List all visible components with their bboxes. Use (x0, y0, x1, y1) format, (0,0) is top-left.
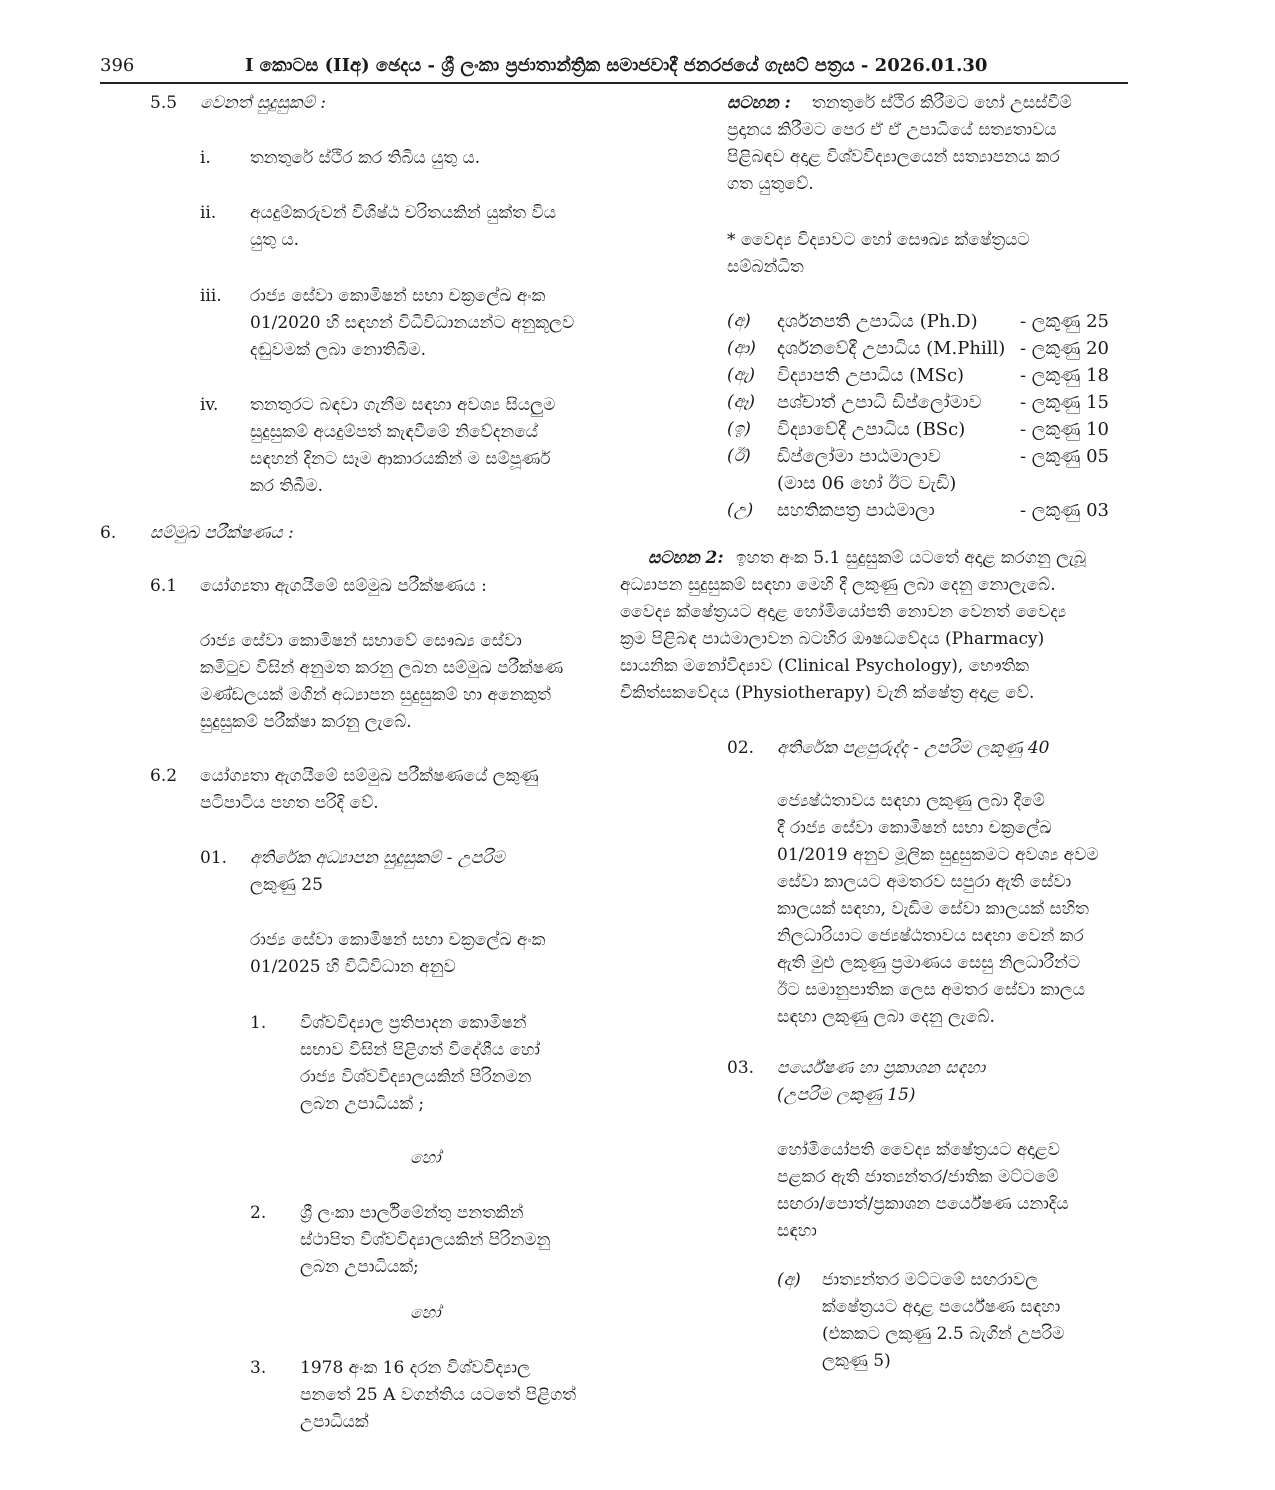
note-1-line: තනතුරේ ස්ථිර කිරීමට හෝ උසස්වීම් (812, 93, 1072, 113)
subsection-02-text: දී රාජ්‍ය සේවා කොමිෂන් සභා චක්‍රලේඛ (777, 818, 1052, 838)
degree-name: ඩිප්ලෝමා පාඨමාලාව (777, 446, 941, 467)
subsection-02-text: නිලධාරියාට ජ්‍යෙෂ්ඨතාවය සඳහා වෙන් කර (777, 926, 1084, 946)
or-separator: හෝ (410, 1303, 441, 1323)
degree-name: දර්ශනවේදී උපාධිය (M.Phill) (777, 338, 1006, 359)
subsection-02-text: ඊට සමානුපාතික ලෙස අමතර සේවා කාලය (777, 980, 1085, 1000)
subsection-01-text: රාජ්‍ය සේවා කොමිෂන් සභා චක්‍රලේඛ අංක (250, 930, 546, 950)
note-2-line: චිකිත්සකවේදය (Physiotherapy) වැනි ක්ෂේත්‍ර අදාළ වේ. (620, 683, 1035, 703)
item-ii-line: යුතු ය. (250, 230, 300, 250)
sub-a-line: ක්ෂේත්‍රයට අදාළ පර්යේෂණ සඳහා (822, 1297, 1061, 1317)
sub-a-mark: (අ) (777, 1270, 801, 1290)
subsection-03-number: 03. (727, 1058, 755, 1078)
item-ii-number: ii. (200, 203, 217, 223)
subsection-02-text: කාලයක් සඳහා, වැඩිම සේවා කාලයක් සහිත (777, 899, 1089, 919)
item-iii-line: දඬුවමක් ලබා නොතිබීම. (250, 340, 427, 360)
item-iv-line: සඳහන් දිනට සෑම ආකාරයකින් ම සම්පූර්ණ (250, 449, 551, 469)
degree-points: - ලකුණු 03 (1020, 500, 1109, 521)
note-2-label: සටහන 2: (648, 548, 724, 568)
note-1-line: පිළිබඳව අදාළ විශ්වවිද්‍යාලයෙන් සත්‍යාපනය කර (727, 147, 1060, 167)
note-2-line: ක්‍රම පිළිබඳ පාඨමාලාවන බටහිර ඖෂධවේදය (Pharmacy) (620, 629, 1045, 649)
subsection-01-title: අතිරේක අධ්‍යාපන සුදුසුකම් - උපරිම (250, 848, 505, 868)
item-iv-line: තනතුරට බඳවා ගැනීම සඳහා අවශ්‍ය සියලුම (250, 395, 556, 415)
item-iii-line: රාජ්‍ය සේවා කොමිෂන් සභා චක්‍රලේඛ අංක (250, 286, 546, 306)
list-1-line: ලබන උපාධියක් ; (300, 1094, 425, 1114)
subsection-03-text: සඟරා/පොත්/ප්‍රකාශන පර්යේෂණ යනාදිය (777, 1194, 1069, 1214)
degree-mark: (උ) (727, 500, 754, 520)
subsection-02-title: අතිරේක පළපුරුද්ද - උපරිම ලකුණු 40 (777, 738, 1050, 758)
subsection-03-text: පළකර ඇති ජාත්‍යන්තර/ජාතික මට්ටමේ (777, 1167, 1059, 1187)
degree-name: සහතිකපත්‍ර පාඨමාලා (777, 500, 935, 521)
item-iv-line: කර තිබීම. (250, 476, 324, 496)
or-separator: හෝ (410, 1148, 441, 1168)
gazette-title: I කොටස (IIඅ) ඡෙදය - ශ්‍රී ලංකා ප්‍රජාතාන්ත්‍රික සමාජවාදී ජනරජයේ ගැසට් පත්‍රය - 2026.01.30 (245, 55, 988, 76)
degree-mark: (ඉ) (727, 419, 751, 439)
sub-a-line: ලකුණු 5) (822, 1351, 891, 1371)
degree-sub: (මාස 06 හෝ ඊට වැඩි) (777, 473, 957, 494)
note-1-label: සටහන : (727, 93, 791, 113)
list-2-line: ශ්‍රී ලංකා පාර්ලිමේන්තු පනතකින් (300, 1203, 524, 1223)
section-6-title: සම්මුඛ පරීක්ෂණය : (150, 523, 294, 543)
sub-a-line: (එකකට ලකුණු 2.5 බැගින් උපරිම (822, 1324, 1065, 1344)
subsection-02-text: සඳහා ලකුණු ලබා දෙනු ලැබේ. (777, 1007, 995, 1027)
section-6-1-text: මණ්ඩලයක් මගින් අධ්‍යාපන සුදුසුකම් හා අනෙකුත් (200, 685, 551, 705)
note-2-line: සායනික මනෝවිද්‍යාව (Clinical Psychology), භෞතික (620, 656, 1030, 676)
note-2-line: ඉහත අංක 5.1 සුදුසුකම් යටතේ අදාළ කරගනු ලැබූ (736, 548, 1087, 568)
list-1-line: රාජ්‍ය විශ්වවිද්‍යාලයකින් පිරිනමන (300, 1067, 532, 1087)
subsection-02-number: 02. (727, 738, 755, 758)
subsection-02-text: ඇති මුළු ලකුණු ප්‍රමාණය සෙසු නිලධාරීන්ට (777, 953, 1081, 973)
note-2-line: වෛද්‍ය ක්ෂේත්‍රයට අදාළ හෝමියෝපති නොවන වෙනත් වෛද්‍ය (620, 602, 1067, 622)
section-6-1-title: යෝග්‍යතා ඇගයීමේ සම්මුඛ පරීක්ෂණය : (200, 576, 487, 596)
degree-name: විද්‍යාවේදී උපාධිය (BSc) (777, 419, 966, 440)
degree-points: - ලකුණු 15 (1020, 392, 1109, 413)
degree-points: - ලකුණු 05 (1020, 446, 1109, 467)
degree-mark: (ආ) (727, 338, 756, 358)
list-3-line: උපාධියක් (300, 1412, 369, 1432)
degree-points: - ලකුණු 20 (1020, 338, 1109, 359)
degree-mark: (ඇ) (727, 365, 756, 385)
degree-name: විද්‍යාපති උපාධිය (MSc) (777, 365, 965, 386)
page-number: 396 (100, 55, 135, 76)
section-6-1-text: සුදුසුකම් පරීක්ෂා කරනු ලැබේ. (200, 712, 412, 732)
item-ii-line: අයදුම්කරුවන් විශිෂ්ඨ චරිතයකින් යුක්ත විය (250, 203, 556, 223)
section-6-1-number: 6.1 (150, 576, 178, 596)
degree-name: පශ්චාත් උපාධි ඩිප්ලෝමාව (777, 392, 982, 413)
subsection-01-text: 01/2025 හි විධිවිධාන අනුව (250, 957, 456, 977)
degree-mark: (අ) (727, 311, 751, 331)
section-6-1-text: රාජ්‍ය සේවා කොමිෂන් සභාවේ සෞඛ්‍ය සේවා (200, 631, 522, 651)
list-2-number: 2. (250, 1203, 267, 1223)
section-6-2-text: යෝග්‍යතා ඇගයීමේ සම්මුඛ පරීක්ෂණයේ ලකුණු (200, 766, 539, 786)
note-2-line: අධ්‍යාපන සුදුසුකම් සඳහා මෙහි දී ලකුණු ලබා දෙනු නොලැබේ. (620, 575, 1056, 595)
list-1-line: සභාව විසින් පිළිගත් විදේශීය හෝ (300, 1040, 540, 1060)
degree-name: දර්ශනපති උපාධිය (Ph.D) (777, 311, 978, 332)
item-iv-number: iv. (200, 395, 219, 415)
degree-points: - ලකුණු 25 (1020, 311, 1109, 332)
subsection-03-text: හෝමියෝපති වෛද්‍ය ක්ෂේත්‍රයට අදාළව (777, 1140, 1060, 1160)
degree-points: - ලකුණු 18 (1020, 365, 1109, 386)
subsection-03-text: සඳහා (777, 1221, 817, 1241)
header-rule (100, 82, 1128, 84)
subsection-01-number: 01. (200, 848, 228, 868)
note-1-line: ප්‍රදානය කිරීමට පෙර ඒ ඒ උපාධියේ සත්‍යතාවය (727, 120, 1057, 140)
section-6-number: 6. (100, 523, 117, 543)
subsection-02-text: සේවා කාලයට අමතරව සපුරා ඇති සේවා (777, 872, 1072, 892)
subsection-02-text: ජ්‍යෙෂ්ඨතාවය සඳහා ලකුණු ලබා දීමේ (777, 791, 1045, 811)
item-i-line: තනතුරේ ස්ථිර කර තිබිය යුතු ය. (250, 148, 481, 168)
star-note-line: සම්බන්ධිත (727, 257, 804, 277)
degree-mark: (ඈ) (727, 392, 756, 412)
section-5-5-number: 5.5 (150, 93, 178, 113)
item-iv-line: සුදුසුකම් අයදුම්පත් කැඳවීමේ නිවේදනයේ (250, 422, 539, 442)
subsection-02-text: 01/2019 අනුව මූලික සුදුසුකමට අවශ්‍ය අවම (777, 845, 1099, 865)
section-5-5-title: වෙනත් සුදුසුකම් : (200, 93, 326, 113)
item-iii-line: 01/2020 හි සඳහන් විධිවිධානයන්ට අනුකූලව (250, 313, 575, 333)
subsection-01-title: ලකුණු 25 (250, 875, 323, 895)
list-1-line: විශ්වවිද්‍යාල ප්‍රතිපාදන කොමිෂන් (300, 1013, 527, 1033)
subsection-03-title: (උපරිම ලකුණු 15) (777, 1085, 916, 1105)
degree-mark: (ඊ) (727, 446, 751, 466)
list-1-number: 1. (250, 1013, 267, 1033)
section-6-2-number: 6.2 (150, 766, 178, 786)
section-6-1-text: කමිටුව විසින් අනුමත කරනු ලබන සම්මුඛ පරීක්ෂණ (200, 658, 564, 678)
sub-a-line: ජාත්‍යන්තර මට්ටමේ සඟරාවල (822, 1270, 1039, 1290)
list-3-line: පනතේ 25 A වගන්තිය යටතේ පිළිගත් (300, 1385, 577, 1405)
item-i-number: i. (200, 148, 211, 168)
list-3-line: 1978 අංක 16 දරන විශ්වවිද්‍යාල (300, 1358, 531, 1378)
item-iii-number: iii. (200, 286, 222, 306)
section-6-2-text: පටිපාටිය පහත පරිදි වේ. (200, 793, 379, 813)
star-note-line: * වෛද්‍ය විද්‍යාවට හෝ සෞඛ්‍ය ක්ෂේත්‍රයට (727, 230, 1030, 250)
list-2-line: ලබන උපාධියක්; (300, 1257, 419, 1277)
note-1-line: ගත යුතුවේ. (727, 174, 814, 194)
list-2-line: ස්ථාපිත විශ්වවිද්‍යාලයකින් පිරිනමනු (300, 1230, 551, 1250)
degree-points: - ලකුණු 10 (1020, 419, 1109, 440)
subsection-03-title: පර්යේෂණ හා ප්‍රකාශන සඳහා (777, 1058, 986, 1078)
list-3-number: 3. (250, 1358, 267, 1378)
